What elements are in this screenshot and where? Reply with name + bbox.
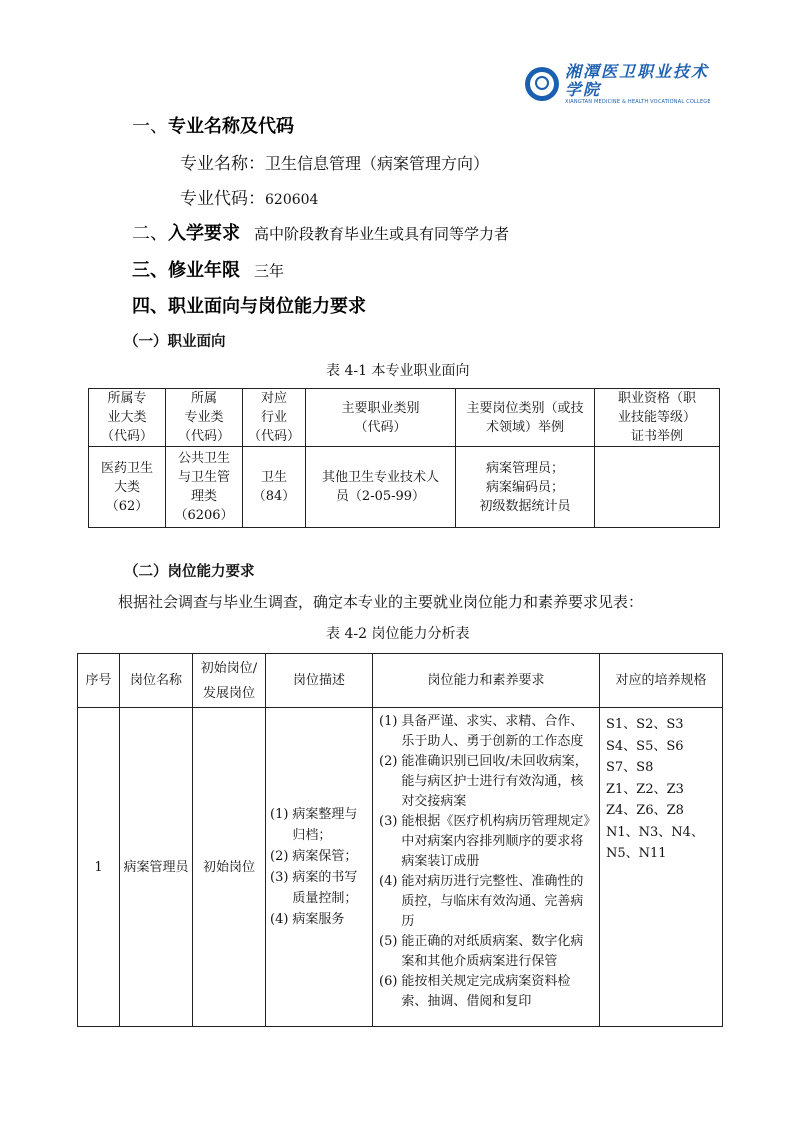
table1-header-cell: 所属 专业类 （代码） xyxy=(166,389,243,447)
spec-line: Z4、Z6、Z8 xyxy=(606,803,684,818)
table2-cell-type: 初始岗位 xyxy=(193,708,266,1027)
table1-header-cell: 对应 行业 （代码） xyxy=(243,389,306,447)
table2-header-req: 岗位能力和素养要求 xyxy=(373,654,600,708)
career-orientation-table xyxy=(88,388,720,528)
requirement-item: (6) 能按相关规定完成病案资料检索、抽调、借阅和复印 xyxy=(379,974,571,1009)
section4-title: 职业面向与岗位能力要求 xyxy=(168,296,366,317)
section4-number: 四、 xyxy=(132,296,168,317)
table2-cell-requirements xyxy=(373,708,600,1027)
table2-cell-desc xyxy=(266,708,373,1027)
requirement-item: (2) 能准确识别已回收/未回收病案，能与病区护士进行有效沟通，核对交接病案 xyxy=(379,754,588,809)
major-code-value: 620604 xyxy=(265,192,319,208)
table1-cell-positions: 病案管理员； 病案编码员； 初级数据统计员 xyxy=(456,447,595,528)
requirement-item: (3) 能根据《医疗机构病历管理规定》中对病案内容排列顺序的要求将病案装订成册 xyxy=(379,814,590,869)
section3-heading xyxy=(132,256,284,282)
table1-cell-category: 医药卫生 大类 （62） xyxy=(89,447,166,528)
desc-item: (1) 病案整理与归档； xyxy=(270,807,358,843)
requirement-item: (4) 能对病历进行完整性、准确性的质控，与临床有效沟通、完善病历 xyxy=(379,874,584,929)
intro-paragraph: 根据社会调查与毕业生调查，确定本专业的主要就业岗位能力和素养要求见表： xyxy=(118,593,644,611)
table2-header-row xyxy=(78,654,723,708)
desc-item: (3) 病案的书写质量控制； xyxy=(270,870,358,906)
section3-number: 三、 xyxy=(132,260,168,281)
table1-header-cell: 所属专 业大类 （代码） xyxy=(89,389,166,447)
table-row xyxy=(89,447,720,528)
subsection-position-ability: （二）岗位能力要求 xyxy=(124,564,255,580)
requirement-item: (1) 具备严谨、求实、求精、合作、乐于助人、勇于创新的工作态度 xyxy=(379,714,584,749)
major-name-label: 专业名称： xyxy=(180,154,265,174)
spec-line: S4、S5、S6 xyxy=(606,738,684,754)
table1-cell-occupation: 其他卫生专业技术人 员（2-05-99） xyxy=(306,447,456,528)
spec-line: N5、N11 xyxy=(606,846,667,861)
section2-number: 二、 xyxy=(132,223,168,244)
section2-heading xyxy=(132,219,509,245)
subsection-career-orientation: （一）职业面向 xyxy=(124,334,226,350)
requirement-item: (5) 能正确的对纸质病案、数字化病案和其他介质病案进行保管 xyxy=(379,934,584,969)
table1-header-cell: 主要职业类别 （代码） xyxy=(306,389,456,447)
table2-header-seq: 序号 xyxy=(78,654,120,708)
position-ability-table xyxy=(77,653,723,1027)
major-code-line xyxy=(180,184,318,209)
table2-cell-name: 病案管理员 xyxy=(120,708,193,1027)
table1-cell-subcategory: 公共卫生 与卫生管 理类 （6206） xyxy=(166,447,243,528)
spec-line: Z1、Z2、Z3 xyxy=(606,781,684,797)
section3-title: 修业年限 xyxy=(168,260,240,281)
section1-title: 专业名称及代码 xyxy=(168,116,294,137)
table2-cell-seq: 1 xyxy=(78,708,120,1027)
logo-chinese-name: 湘潭医卫职业技术学院 xyxy=(565,61,710,99)
college-logo xyxy=(525,63,715,105)
spec-line: N1、N3、N4、 xyxy=(606,824,704,840)
logo-english-name: XIANGTAN MEDICINE & HEALTH VOCATIONAL COLLEGE xyxy=(565,98,711,105)
table2-caption: 表 4-2 岗位能力分析表 xyxy=(326,626,470,642)
table2-header-desc: 岗位描述 xyxy=(266,654,373,708)
table2-header-type: 初始岗位/ 发展岗位 xyxy=(193,654,266,708)
desc-item: (2) 病案保管； xyxy=(270,849,358,864)
table2-header-spec: 对应的培养规格 xyxy=(600,654,723,708)
table1-header-cell: 主要岗位类别（或技 术领域）举例 xyxy=(456,389,595,447)
section2-title: 入学要求 xyxy=(168,223,240,244)
table2-cell-specs xyxy=(600,708,723,1027)
major-code-label: 专业代码： xyxy=(180,189,265,209)
table1-header-cell: 职业资格（职 业技能等级） 证书举例 xyxy=(595,389,720,447)
major-name-value: 卫生信息管理（病案管理方向） xyxy=(265,154,490,173)
desc-item: (4) 病案服务 xyxy=(270,912,345,927)
college-seal-icon xyxy=(525,67,559,101)
section4-heading xyxy=(132,292,366,318)
spec-line: S7、S8 xyxy=(606,760,654,775)
spec-line: S1、S2、S3 xyxy=(606,717,684,732)
study-duration: 三年 xyxy=(254,262,285,280)
section1-number: 一、 xyxy=(132,116,168,137)
table-row xyxy=(78,708,723,1027)
table1-cell-industry: 卫生 （84） xyxy=(243,447,306,528)
section1-heading xyxy=(132,112,294,138)
table1-caption: 表 4-1 本专业职业面向 xyxy=(326,363,470,379)
major-name-line xyxy=(180,149,489,174)
table1-cell-certificates xyxy=(595,447,720,528)
admission-requirement: 高中阶段教育毕业生或具有同等学力者 xyxy=(254,225,510,243)
table2-header-name: 岗位名称 xyxy=(120,654,193,708)
table1-header-row xyxy=(89,389,720,447)
